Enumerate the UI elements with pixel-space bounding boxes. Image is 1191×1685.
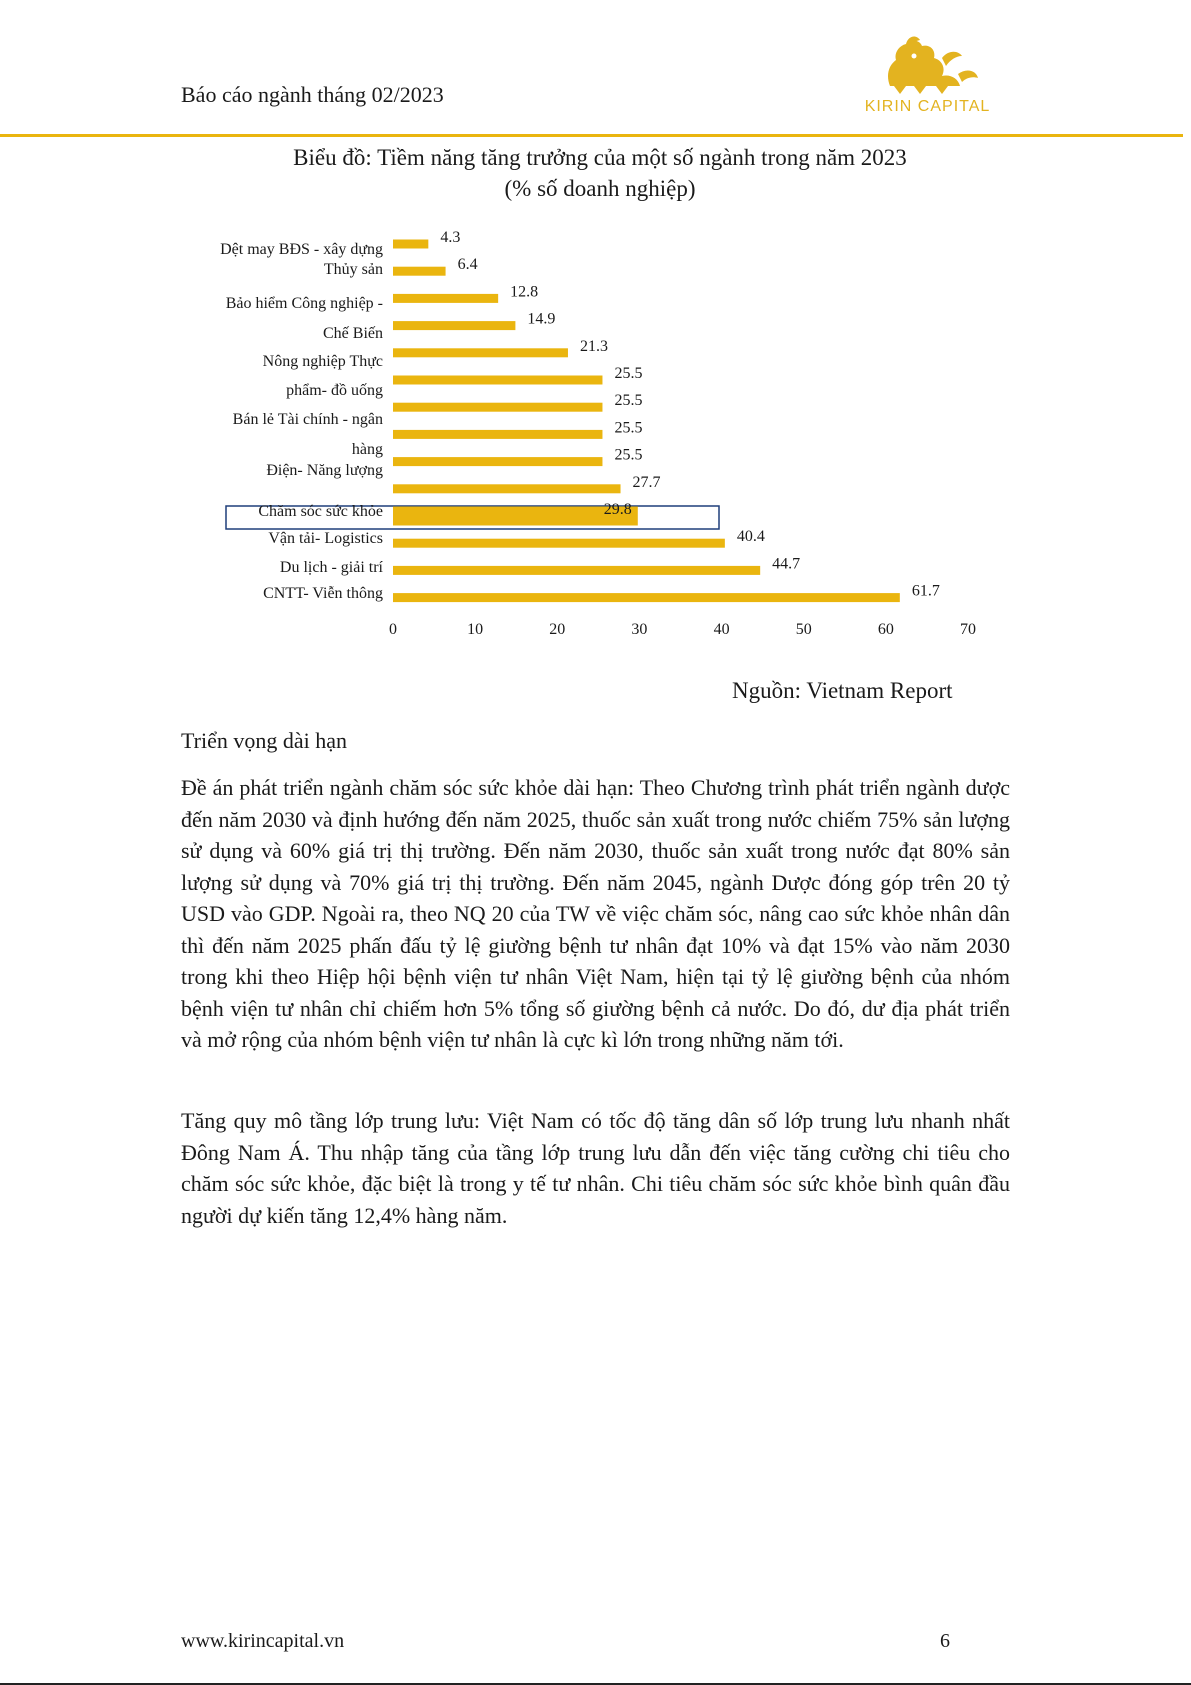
bar-12	[393, 566, 760, 575]
paragraph-healthcare-plan: Đề án phát triển ngành chăm sóc sức khỏe dài hạn: Theo Chương trình phát triển ngành dược đến năm 2030 và định hướng đến năm 2025, thuốc sản xuất trong nước chiếm 75% sản lượng sử dụng và 60% giá trị thị trường. Đến năm 2030, thuốc sản xuất trong nước đạt 80% sản lượng sử dụng và 70% giá trị thị trường. Đến năm 2045, ngành Dược đóng góp trên 20 tỷ USD vào GDP. Ngoài ra, theo NQ 20 của TW về việc chăm sóc, nâng cao sức khỏe nhân dân thì đến năm 2025 phấn đấu tỷ lệ giường bệnh tư nhân đạt 10% và đạt 15% vào năm 2030 trong khi theo Hiệp hội bệnh viện tư nhân Việt Nam, hiện tại tỷ lệ giường bệnh của nhóm bệnh viện tư nhân chỉ chiếm hơn 5% tổng số giường bệnh cả nước. Do đó, dư địa phát triển và mở rộng của nhóm bệnh viện tư nhân là cực kì lớn trong những năm tới.	[181, 775, 1010, 1052]
x-tick-label-7: 70	[960, 621, 976, 638]
bar-10	[393, 507, 638, 526]
category-label-12: CNTT- Viễn thông	[263, 585, 383, 602]
bar-4	[393, 348, 568, 357]
kirin-capital-logo	[850, 36, 1005, 120]
data-label-12: 44.7	[772, 555, 801, 573]
report-title: Báo cáo ngành tháng 02/2023	[181, 82, 444, 107]
data-label-13: 61.7	[911, 582, 940, 600]
category-label-11: Du lịch - giải trí	[279, 559, 383, 576]
data-label-8: 25.5	[614, 446, 643, 464]
bar-0	[393, 240, 428, 249]
category-label-4: Nông nghiệp Thực	[262, 353, 383, 370]
category-label-6: Bán lẻ Tài chính - ngân	[232, 411, 383, 428]
category-label-10: Vận tải- Logistics	[268, 530, 383, 547]
page-number: 6	[940, 1630, 950, 1652]
category-label-8: Điện- Năng lượng	[266, 462, 383, 479]
header-divider	[0, 134, 1183, 137]
data-label-10: 29.8	[603, 501, 632, 518]
bar-8	[393, 457, 602, 466]
category-label-0: Dệt may BĐS - xây dựng	[220, 241, 383, 258]
footer-website: www.kirincapital.vn	[181, 1630, 345, 1652]
chart-source: Nguồn: Vietnam Report	[732, 678, 953, 703]
chart-title: Biểu đồ: Tiềm năng tăng trưởng của một số ngành trong năm 2023	[293, 145, 907, 170]
category-label-9: Chăm sóc sức khỏe	[258, 503, 383, 520]
bar-2	[393, 294, 498, 303]
x-tick-label-6: 60	[877, 621, 894, 638]
growth-potential-bar-chart	[0, 225, 1191, 645]
data-label-7: 25.5	[614, 419, 643, 437]
logo-text: KIRIN CAPITAL	[864, 98, 991, 115]
x-tick-label-0: 0	[389, 621, 397, 638]
paragraph-middle-class: Tăng quy mô tầng lớp trung lưu: Việt Nam có tốc độ tăng dân số lớp trung lưu nhanh nhất Đông Nam Á. Thu nhập tăng của tầng lớp trung lưu dẫn đến việc tăng cường chi tiêu cho chăm sóc sức khỏe, đặc biệt là trong y tế tư nhân. Chi tiêu chăm sóc sức khỏe bình quân đầu người dự kiến tăng 12,4% hàng năm.	[181, 1108, 1010, 1228]
data-label-11: 40.4	[736, 528, 765, 546]
bar-3	[393, 321, 515, 330]
category-label-7: hàng	[351, 441, 383, 458]
data-label-2: 12.8	[510, 283, 539, 301]
chart-subtitle: (% số doanh nghiệp)	[504, 176, 696, 201]
x-tick-label-4: 40	[713, 621, 730, 638]
category-label-3: Chế Biến	[323, 325, 383, 342]
bar-7	[393, 430, 602, 439]
x-tick-label-1: 10	[467, 621, 484, 638]
bar-13	[393, 593, 900, 602]
bar-9	[393, 484, 621, 493]
category-label-1: Thủy sản	[323, 261, 383, 278]
data-label-6: 25.5	[614, 392, 643, 410]
data-label-1: 6.4	[457, 256, 478, 274]
data-label-5: 25.5	[614, 365, 643, 382]
data-label-9: 27.7	[632, 473, 661, 491]
x-tick-label-2: 20	[549, 621, 566, 638]
bar-1	[393, 267, 446, 276]
data-label-3: 14.9	[527, 310, 556, 328]
x-tick-label-5: 50	[795, 621, 812, 638]
bar-6	[393, 403, 602, 412]
bar-11	[393, 539, 725, 548]
data-label-0: 4.3	[440, 229, 461, 246]
x-tick-label-3: 30	[631, 621, 648, 638]
data-label-4: 21.3	[579, 337, 608, 355]
qilin-icon	[850, 36, 1005, 98]
category-label-2: Bảo hiểm Công nghiệp -	[225, 295, 383, 312]
bar-5	[393, 376, 602, 385]
section-heading: Triển vọng dài hạn	[181, 728, 348, 753]
category-label-5: phẩm- đồ uống	[286, 382, 383, 399]
